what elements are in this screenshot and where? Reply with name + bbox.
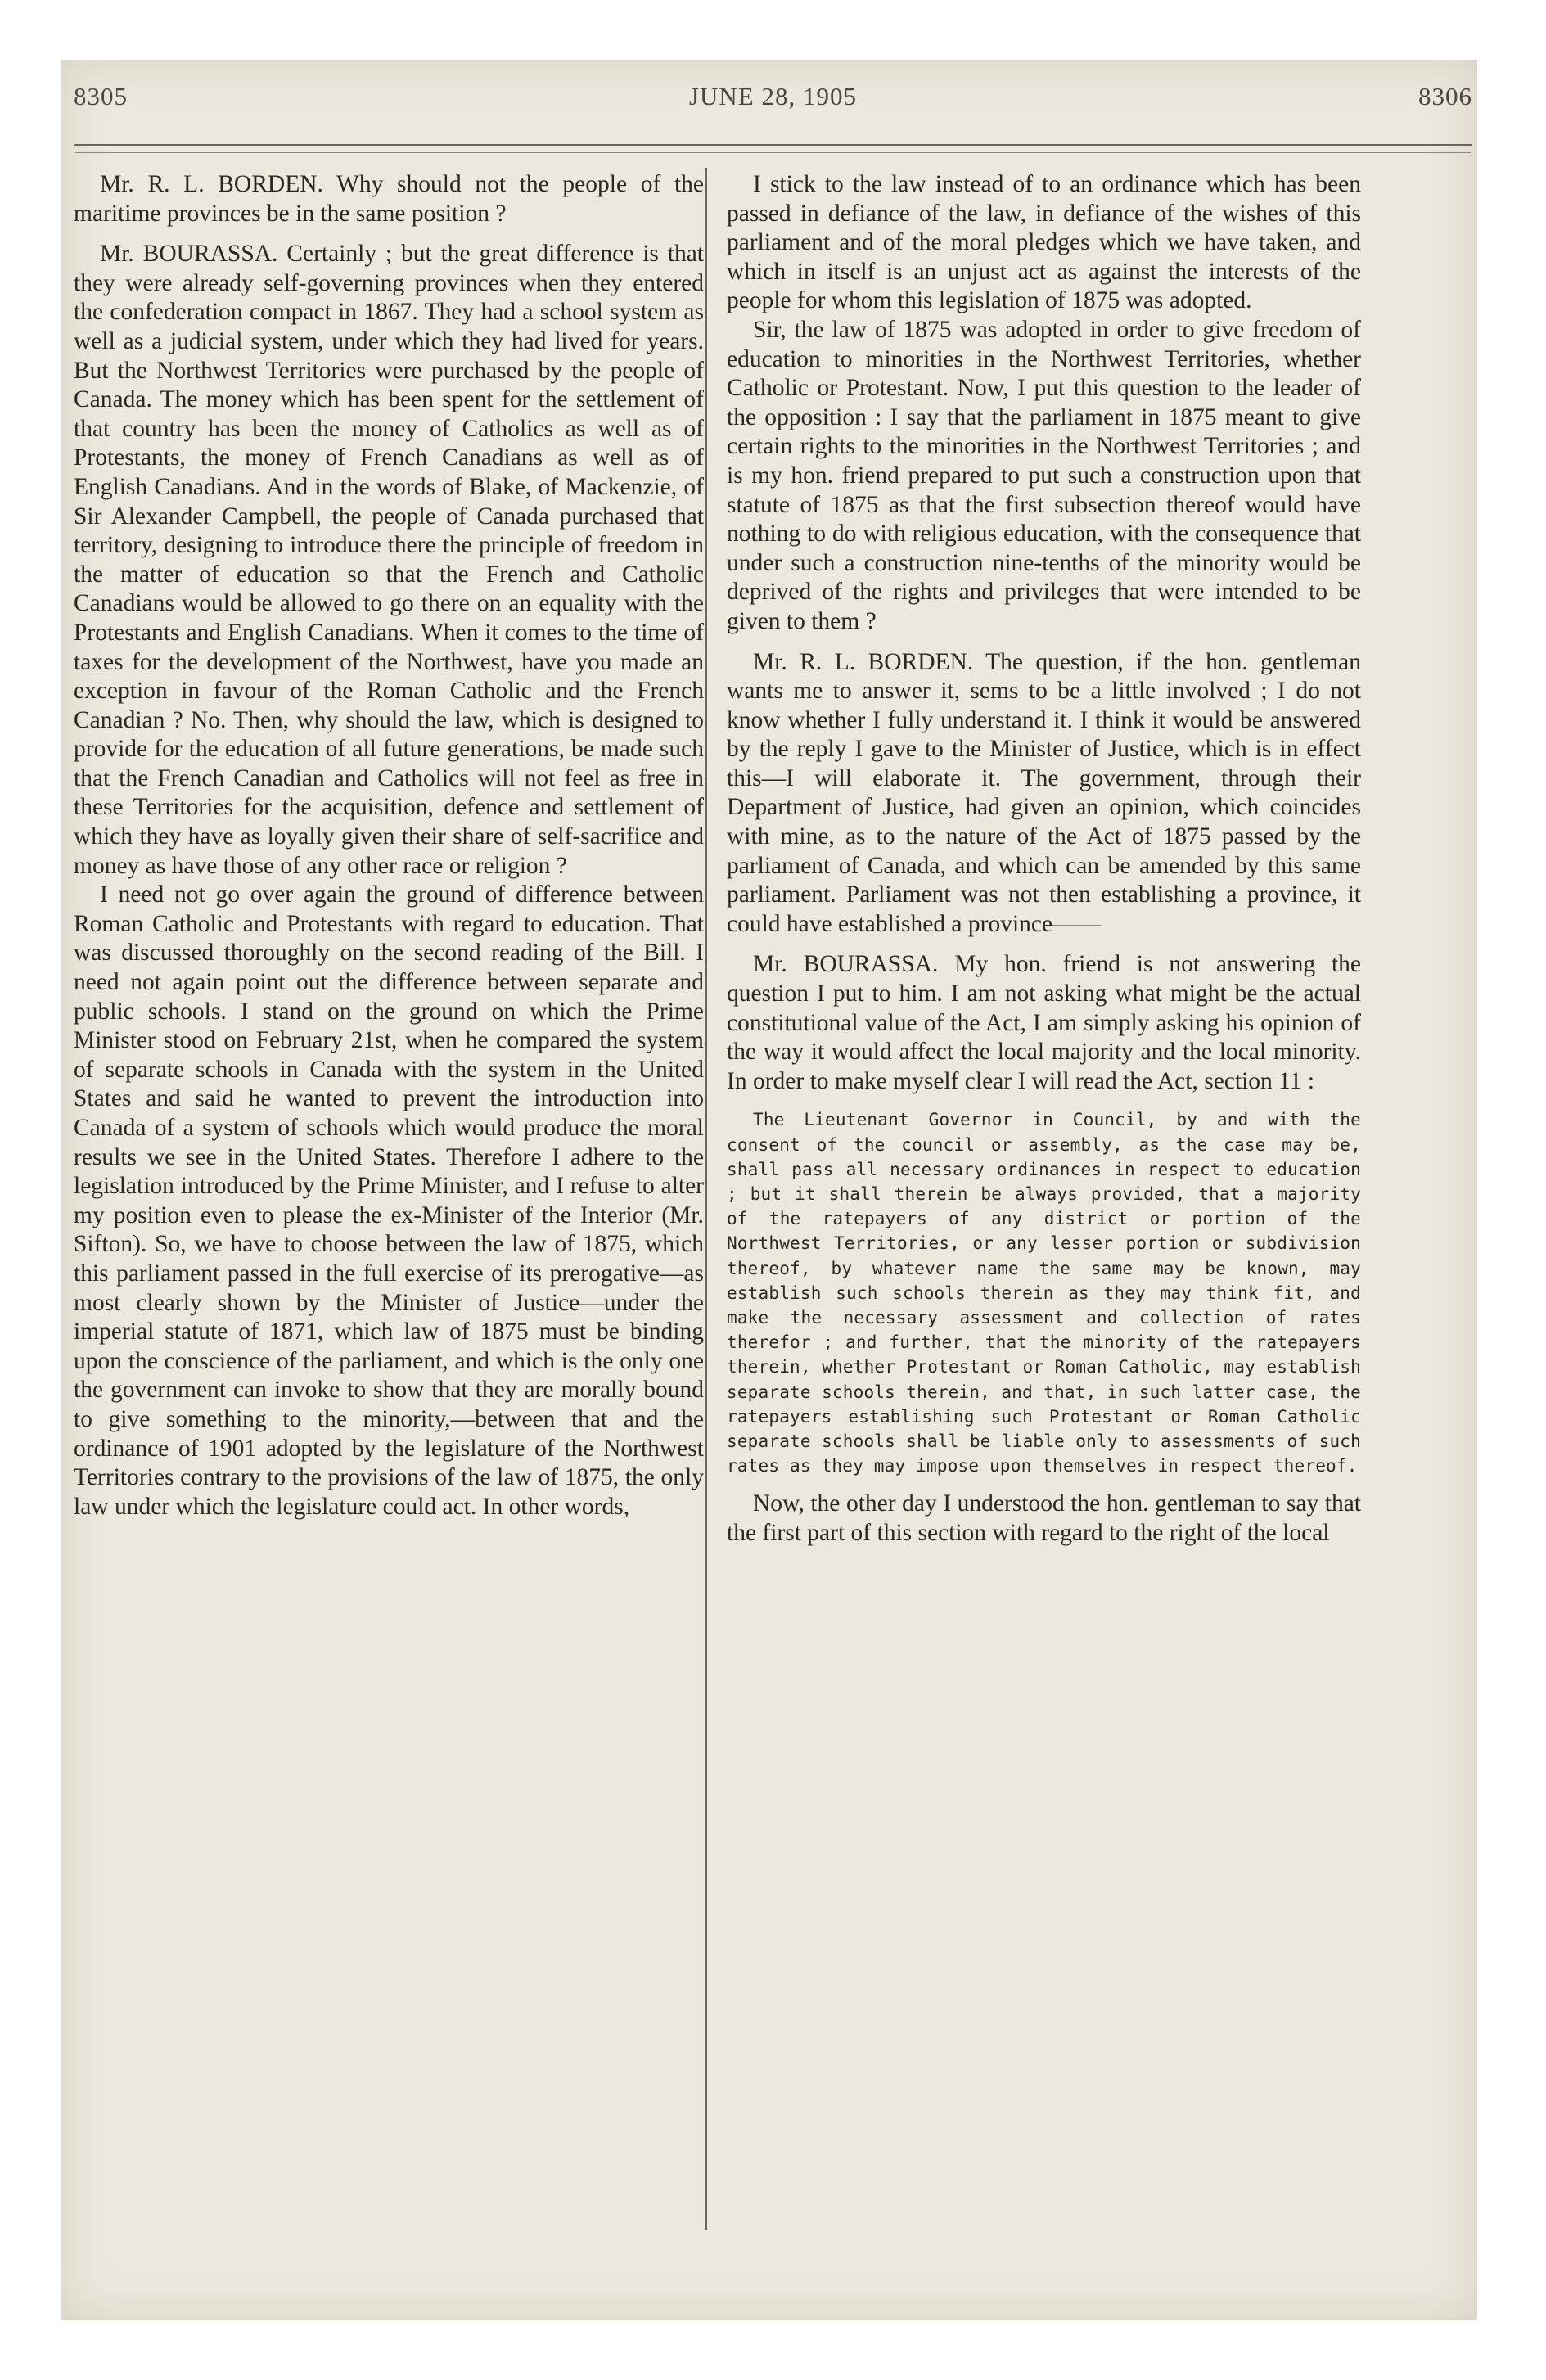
paragraph: Mr. R. L. BORDEN. The question, if the hon. gentleman wants me to answer it, sems to be a little involved ; I do not know whether I fully understand it. I think it would be answered by the reply I gave to the Minister of Justice, which is in effect this—I will elaborate it. The government, through their Department of Justice, had given an opinion, which coincides with mine, as to the nature of the Act of 1875 passed by the parliament of Canada, and which can be amended by this same parliament. Parliament was not then establishing a province, it could have established a province—— [727,648,1361,937]
right-column [727,170,1361,1548]
paragraph: Mr. BOURASSA. Certainly ; but the great difference is that they were already self-governing provinces when they entered the confederation compact in 1867. They had a school system as well as a judicial system, under which they had lived for years. But the Northwest Territories were purchased by the people of Canada. The money which has been spent for the settlement of that country has been the money of Catholics as well as of Protestants, the money of French Canadians as well as of English Canadians. And in the words of Blake, of Mackenzie, of Sir Alexander Campbell, the people of Canada purchased that territory, designing to introduce there the principle of freedom in the matter of education so that the French and Catholic Canadians would be allowed to go there on an equality with the Protestants and English Canadians. When it comes to the time of taxes for the development of the Northwest, have you made an exception in favour of the Roman Catholic and the French Canadian ? No. Then, why should the law, which is designed to provide for the education of all future generations, be made such that the French Canadian and Catholics will not feel as free in these Territories for the acquisition, defence and settlement of which they have as loyally given their share of self-sacrifice and money as have those of any other race or religion ? [74,241,704,879]
paragraph: Mr. R. L. BORDEN. Why should not the people of the maritime provinces be in the same position ? [74,171,704,227]
statute-quotation: The Lieutenant Governor in Council, by and with the consent of the council or assembly, as the case may be, shall pass all necessary ordinances in respect to education ; but it shall therein be always provided, that a majority of the ratepayers of any district or portion of the Northwest Territories, or any lesser portion or subdivision thereof, by whatever name the same may be known, may establish such schools therein as they may think fit, and make the necessary assessment and collection of rates therefor ; and further, that the minority of the ratepayers therein, whether Protestant or Roman Catholic, may establish separate schools therein, and that, in such latter case, the ratepayers establishing such Protestant or Roman Catholic separate schools shall be liable only to assessments of such rates as they may impose upon themselves in respect thereof. [727,1110,1361,1476]
paragraph: I stick to the law instead of to an ordinance which has been passed in defiance of the law, in defiance of the wishes of this parliament and of the moral pledges which we have taken, and which in itself is an unjust act as against the interests of the people for whom this legislation of 1875 was adopted. [727,171,1361,314]
page-date: JUNE 28, 1905 [688,82,858,110]
page-number-left: 8305 [74,82,128,110]
page-header [74,82,1472,123]
column-divider [705,168,707,2230]
paragraph: Mr. BOURASSA. My hon. friend is not answering the question I put to him. I am not asking what might be the actual constitutional value of the Act, I am simply asking his opinion of the way it would affect the local majority and the local minority. In order to make myself clear I will read the Act, section 11 : [727,951,1361,1094]
paragraph: Sir, the law of 1875 was adopted in order to give freedom of education to minorities in the Northwest Territories, whether Catholic or Protestant. Now, I put this question to the leader of the opposition : I say that the parliament in 1875 meant to give certain rights to the minorities in the Northwest Territories ; and is my hon. friend prepared to put such a construction upon that statute of 1875 as that the first subsection thereof would have nothing to do with religious education, with the consequence that under such a construction nine-tenths of the minority would be deprived of the rights and privileges that were intended to be given to them ? [727,316,1361,634]
paragraph: Now, the other day I understood the hon. gentleman to say that the first part of this section with regard to the right of the local [727,1490,1361,1547]
paragraph: I need not go over again the ground of difference between Roman Catholic and Protestants with regard to education. That was discussed thoroughly on the second reading of the Bill. I need not again point out the difference between separate and public schools. I stand on the ground on which the Prime Minister stood on February 21st, when he compared the system of separate schools in Canada with the system in the United States and said he wanted to prevent the introduction into Canada of a system of schools which would produce the moral results we see in the United States. Therefore I adhere to the legislation introduced by the Prime Minister, and I refuse to alter my position even to please the ex-Minister of the Interior (Mr. Sifton). So, we have to choose between the law of 1875, which this parliament passed in the full exercise of its prerogative—as most clearly shown by the Minister of Justice—under the imperial statute of 1871, which law of 1875 must be binding upon the conscience of the parliament, and which is the only one the government can invoke to show that they are morally bound to give something to the minority,—between that and the ordinance of 1901 adopted by the legislature of the Northwest Territories contrary to the provisions of the law of 1875, the only law under which the legislature could act. In other words, [74,881,704,1520]
left-column [74,170,704,1521]
header-rule-thin [75,152,1471,153]
page-number-right: 8306 [1418,82,1472,110]
header-rule [74,144,1472,146]
